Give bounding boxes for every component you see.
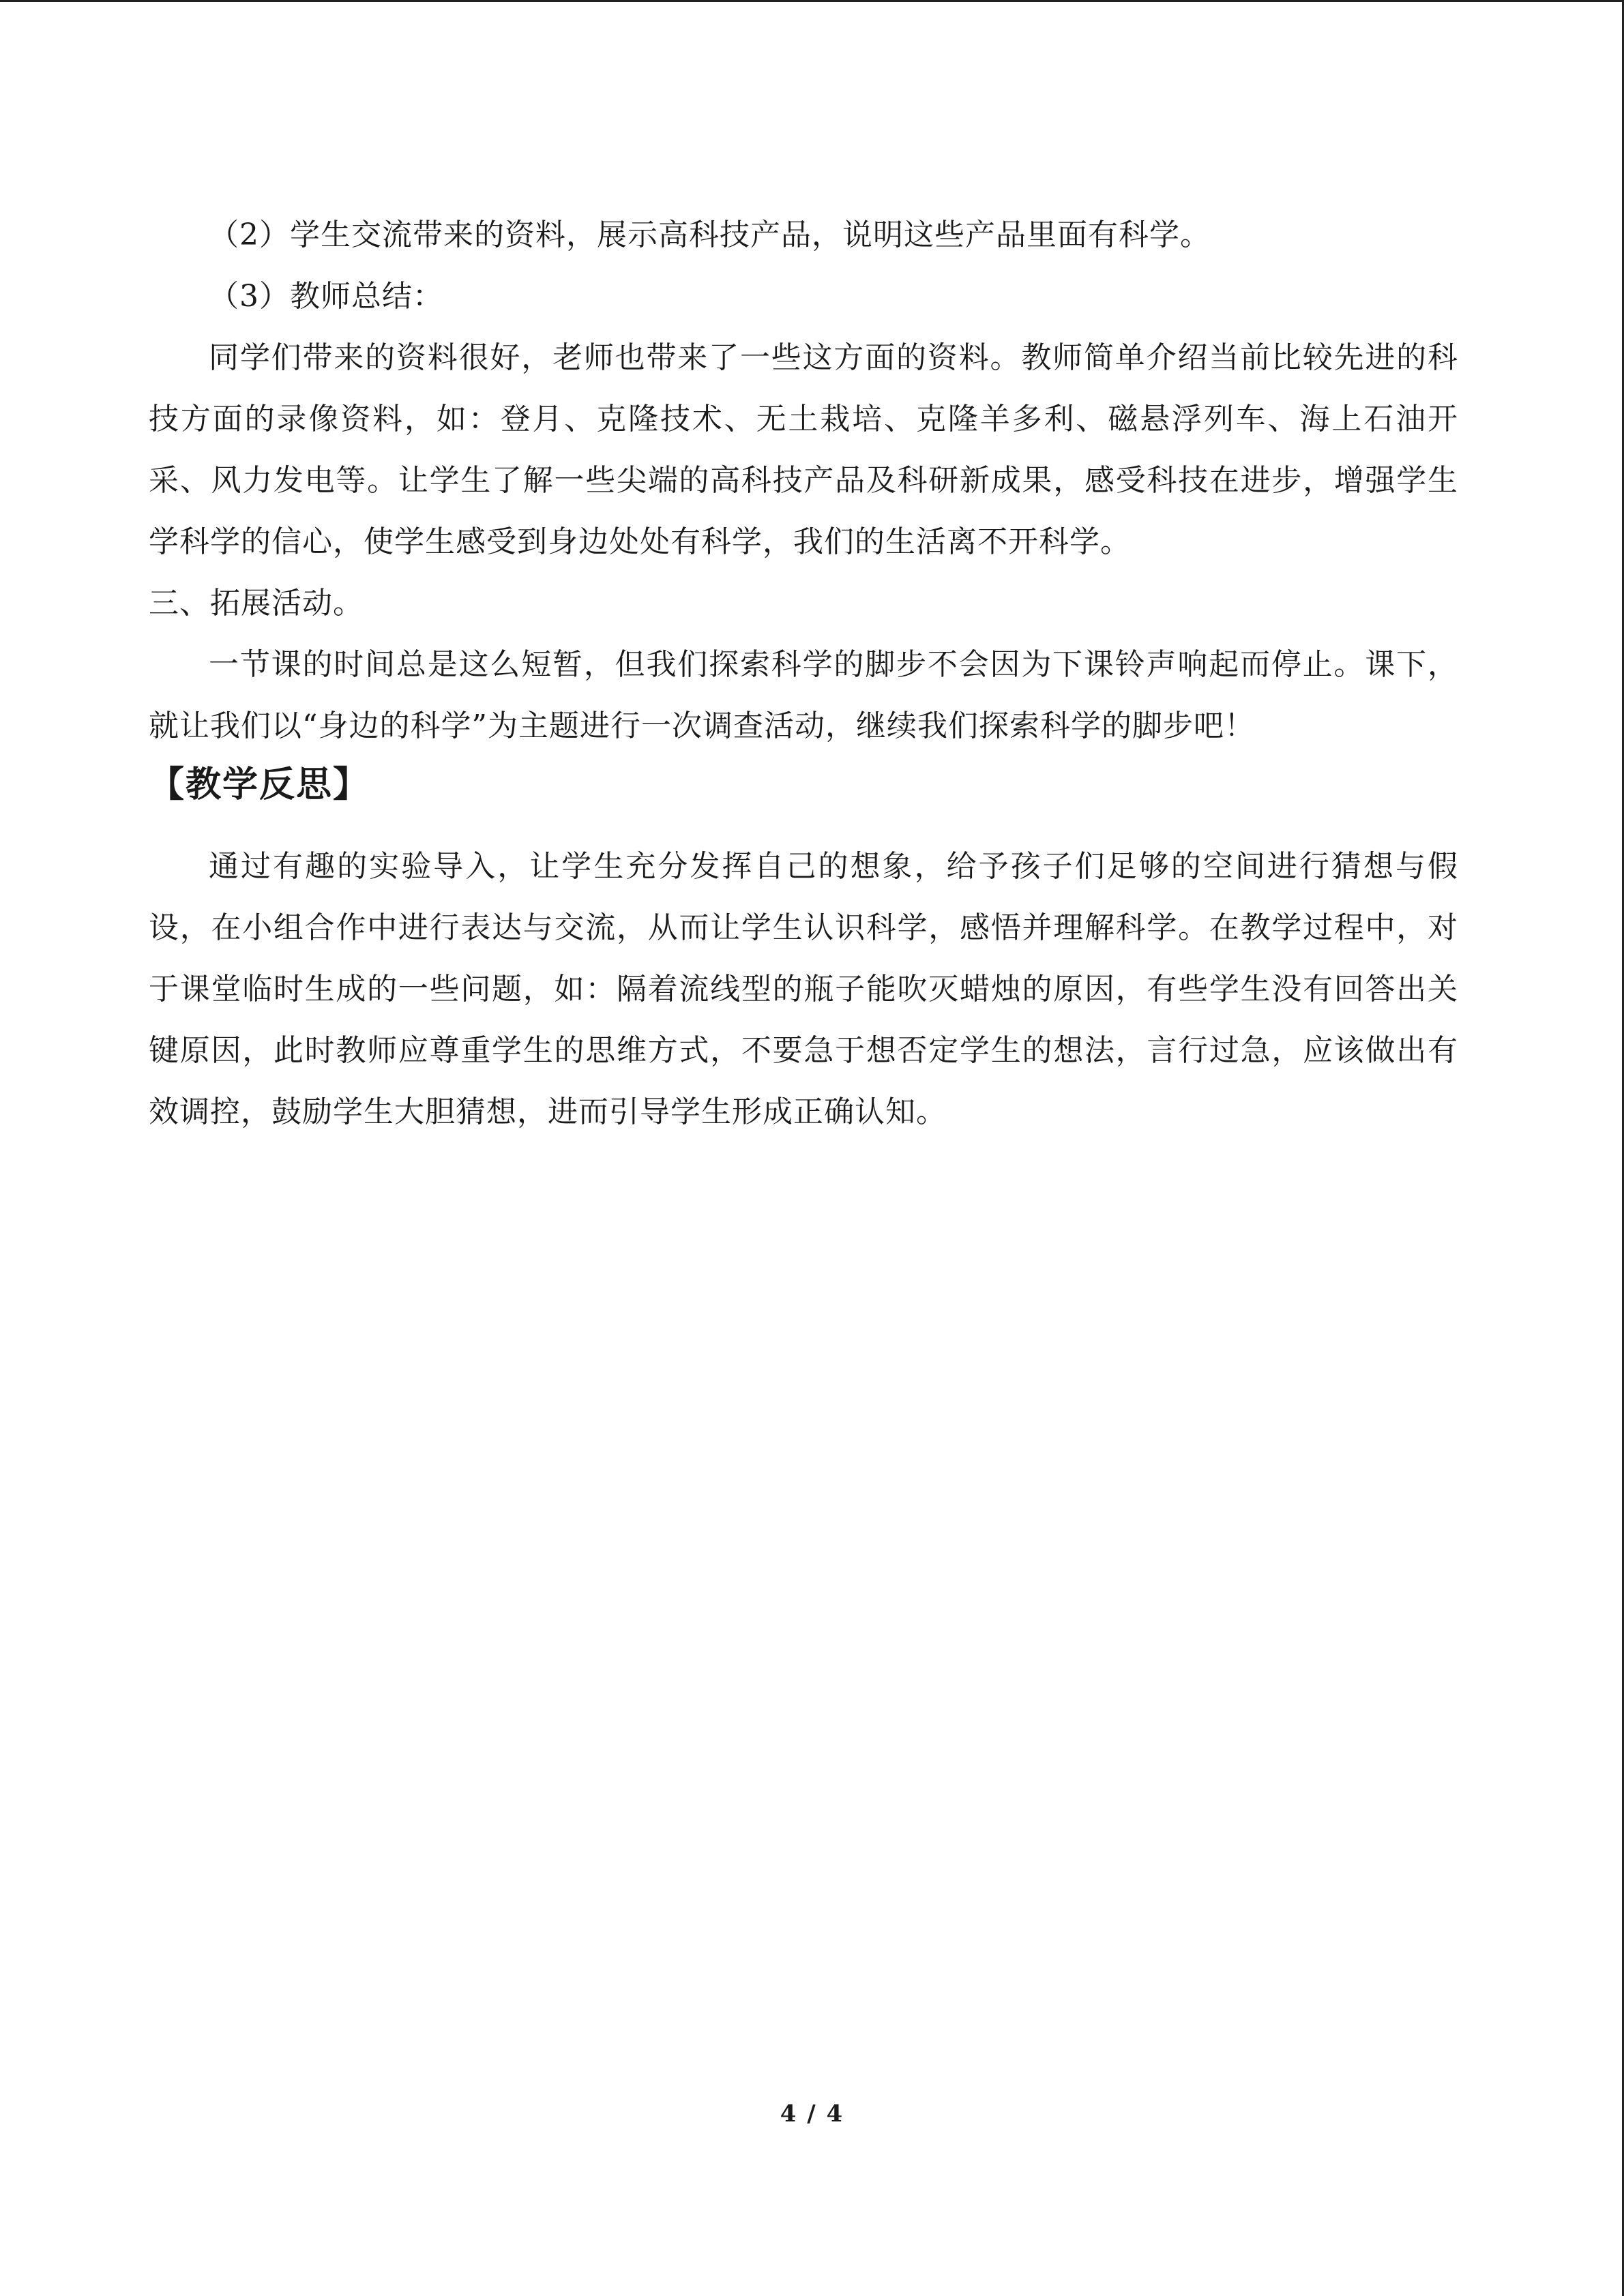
paragraph-student-exchange: （2）学生交流带来的资料，展示高科技产品，说明这些产品里面有科学。 <box>209 218 1211 252</box>
document-body <box>149 205 1458 1143</box>
paragraph-teacher-summary: 同学们带来的资料很好，老师也带来了一些这方面的资料。教师简单介绍当前比较先进的科技方面的录像资料，如：登月、克隆技术、无土栽培、克隆羊多利、磁悬浮列车、海上石油开采、风力发电等。让学生了解一些尖端的高科技产品及科研新成果，感受科技在进步，增强学生学科学的信心，使学生感受到身边处处有科学，我们的生活离不开科学。 <box>149 340 1458 559</box>
page-border-top <box>0 0 1624 2</box>
reflection-heading: 【教学反思】 <box>149 764 370 805</box>
page-number: 4 / 4 <box>780 2100 844 2128</box>
paragraph-extension-activity: 一节课的时间总是这么短暂，但我们探索科学的脚步不会因为下课铃声响起而停止。课下，就让我们以“身边的科学”为主题进行一次调查活动，继续我们探索科学的脚步吧！ <box>149 647 1458 743</box>
section-heading-extension: 三、拓展活动。 <box>149 586 364 621</box>
paragraph-teacher-summary-label: （3）教师总结： <box>209 279 443 314</box>
reflection-paragraph: 通过有趣的实验导入，让学生充分发挥自己的想象，给予孩子们足够的空间进行猜想与假设，在小组合作中进行表达与交流，从而让学生认识科学，感悟并理解科学。在教学过程中，对于课堂临时生成的一些问题，如：隔着流线型的瓶子能吹灭蜡烛的原因，有些学生没有回答出关键原因，此时教师应尊重学生的思维方式，不要急于想否定学生的想法，言行过急，应该做出有效调控，鼓励学生大胆猜想，进而引导学生形成正确认知。 <box>149 849 1458 1129</box>
